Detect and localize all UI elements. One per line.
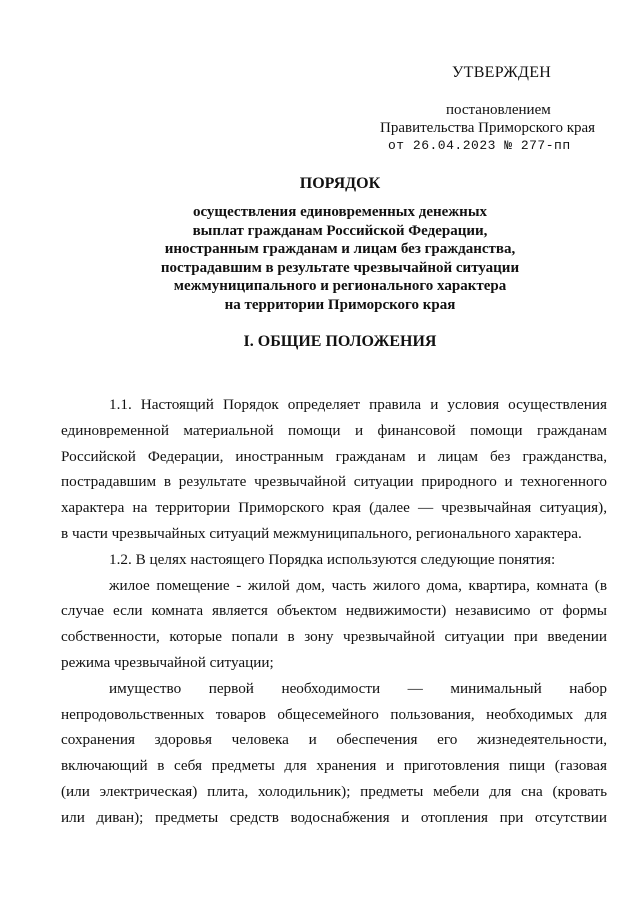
document-subtitle (100, 203, 580, 314)
subtitle-line: выплат гражданам Российской Федерации, (192, 222, 488, 239)
subtitle-line: осуществления единовременных денежных (192, 204, 488, 220)
approval-government: Правительства Приморского края (380, 120, 596, 136)
body-line: режима чрезвычайной ситуации; (61, 653, 274, 671)
subtitle-line: иностранным гражданам и лицам без гражданства, (164, 241, 516, 257)
body-line: Российской Федерации, иностранным гражданам и лицам без гражданства, (61, 447, 607, 465)
body-line: собственности, которые попали в зону чрезвычайной ситуации при введении (61, 628, 607, 646)
body-line: включающий в себя предметы для хранения и приготовления пищи (газовая (61, 757, 607, 775)
subtitle-line: пострадавшим в результате чрезвычайной ситуации (160, 259, 520, 276)
subtitle-line: межмуниципального и регионального характера (173, 278, 507, 294)
body-line: или диван); предметы средств водоснабжения и отопления при отсутствии (61, 808, 607, 826)
document-title-block (100, 175, 580, 314)
body-line: характера на территории Приморского края (далее — чрезвычайная ситуация), (61, 499, 607, 517)
body-line: сохранения здоровья человека и обеспечения его жизнедеятельности, (61, 731, 607, 749)
subtitle-line: на территории Приморского края (224, 296, 456, 313)
body-line: 1.1. Настоящий Порядок определяет правила и условия осуществления (109, 396, 607, 413)
body-line: случае если комната является объектом недвижимости) независимо от формы (61, 602, 607, 620)
approval-stamp-title: УТВЕРЖДЕН (452, 64, 552, 81)
body-line: в части чрезвычайных ситуаций межмуниципального, регионального характера. (61, 524, 582, 542)
body-line: имущество первой необходимости — минимальный набор (109, 679, 607, 697)
section-heading: I. ОБЩИЕ ПОЛОЖЕНИЯ (243, 333, 437, 350)
body-line: единовременной материальной помощи и финансовой помощи гражданам (61, 421, 607, 439)
body-line: непродовольственных товаров общесемейного пользования, необходимых для (61, 705, 607, 723)
document-body (61, 392, 607, 831)
body-line: 1.2. В целях настоящего Порядка используются следующие понятия: (109, 550, 556, 568)
document-title: ПОРЯДОК (299, 175, 381, 192)
body-line: жилое помещение - жилой дом, часть жилого дома, квартира, комната (в (109, 576, 607, 594)
body-line: пострадавшим в результате чрезвычайной ситуации природного и техногенного (61, 473, 607, 491)
approval-date-number: от 26.04.2023 № 277-пп (388, 138, 571, 153)
approval-resolution-label: постановлением (446, 102, 551, 118)
body-line: (или электрическая) плита, холодильник); предметы мебели для сна (кровать (61, 782, 607, 800)
